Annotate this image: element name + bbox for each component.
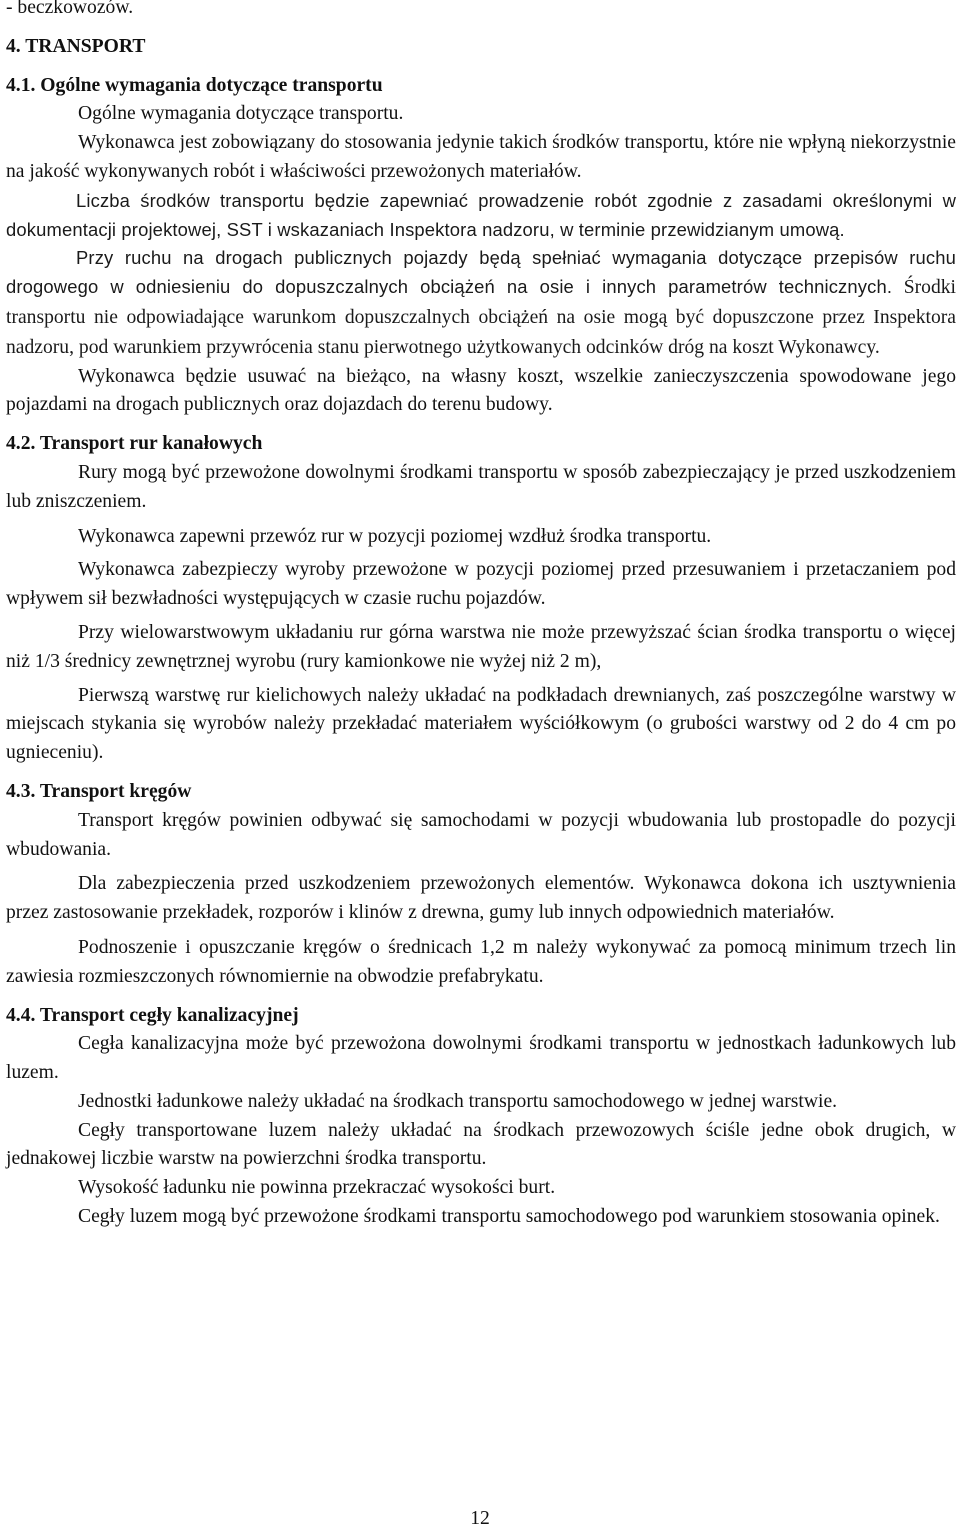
section-heading-4-2: 4.2. Transport rur kanałowych xyxy=(6,433,263,455)
paragraph-4-4-1: Cegła kanalizacyjna może być przewożona dowolnymi środkami transportu w jednostkach ładunkowych lub luzem. xyxy=(6,1033,956,1084)
paragraph-4-1-4: Wykonawca będzie usuwać na bieżąco, na własny koszt, wszelkie zanieczyszczenia spowodowane jego pojazdami na drogach publicznych oraz dojazdach do terenu budowy. xyxy=(6,365,956,416)
paragraph-4-4-2: Jednostki ładunkowe należy układać na środkach transportu samochodowego w jednej warstwie. xyxy=(78,1090,838,1112)
list-item-tanker-trucks: - beczkowozów. xyxy=(6,0,134,18)
paragraph-4-4-5: Cegły luzem mogą być przewożone środkami transportu samochodowego pod warunkiem stosowania opinek. xyxy=(78,1206,940,1228)
paragraph-4-2-1: Rury mogą być przewożone dowolnymi środkami transportu w sposób zabezpieczający je przed uszkodzeniem lub zniszczeniem. xyxy=(6,461,956,512)
paragraph-4-2-3: Wykonawca zabezpieczy wyroby przewożone w pozycji poziomej przed przesuwaniem i przetaczaniem pod wpływem sił bezwładności występujących w czasie ruchu pojazdów. xyxy=(6,559,956,610)
section-subtitle-4-1: Ogólne wymagania dotyczące transportu. xyxy=(78,103,404,125)
section-heading-4-3: 4.3. Transport kręgów xyxy=(6,780,192,802)
paragraph-4-1-3-part-a: Przy ruchu na drogach publicznych pojazdy będą spełniać wymagania dotyczące przepisów ruchu drogowego w odniesieniu do dopuszczalnych obciążeń na osie i innych parametrów technicznych. xyxy=(6,247,956,298)
paragraph-4-1-2: Liczba środków transportu będzie zapewniać prowadzenie robót zgodnie z zasadami określonymi w dokumentacji projektowej, SST i wskazaniach Inspektora nadzoru, w terminie przewidzianym umową. xyxy=(6,189,956,240)
section-heading-4: 4. TRANSPORT xyxy=(6,35,146,57)
paragraph-4-2-5: Pierwszą warstwę rur kielichowych należy układać na podkładach drewnianych, zaś poszczególne warstwy w miejscach stykania się wyrobów należy przekładać materiałem wyściółkowym (o grubości warstwy od 2 do 4 cm po ugnieceniu). xyxy=(6,684,956,764)
section-heading-4-1: 4.1. Ogólne wymagania dotyczące transportu xyxy=(6,74,383,96)
paragraph-4-3-1: Transport kręgów powinien odbywać się samochodami w pozycji wbudowania lub prostopadle do pozycji wbudowania. xyxy=(6,809,956,860)
paragraph-4-4-3: Cegły transportowane luzem należy układać na środkach przewozowych ściśle jedne obok drugich, w jednakowej liczbie warstw na powierzchni środka transportu. xyxy=(6,1119,956,1170)
paragraph-4-2-2: Wykonawca zapewni przewóz rur w pozycji poziomej wzdłuż środka transportu. xyxy=(78,525,712,547)
paragraph-4-3-3: Podnoszenie i opuszczanie kręgów o średnicach 1,2 m należy wykonywać za pomocą minimum trzech lin zawiesia rozmieszczonych równomiernie na obwodzie prefabrykatu. xyxy=(6,936,956,987)
paragraph-4-1-1: Wykonawca jest zobowiązany do stosowania jedynie takich środków transportu, które nie wpłyną niekorzystnie na jakość wykonywanych robót i właściwości przewożonych materiałów. xyxy=(6,132,956,182)
paragraph-4-2-4: Przy wielowarstwowym układaniu rur górna warstwa nie może przewyższać ścian środka transportu o więcej niż 1/3 średnicy zewnętrznej wyrobu (rury kamionkowe nie wyżej niż 2 m), xyxy=(6,621,956,672)
paragraph-4-4-4: Wysokość ładunku nie powinna przekraczać wysokości burt. xyxy=(78,1177,556,1199)
paragraph-4-3-2: Dla zabezpieczenia przed uszkodzeniem przewożonych elementów. Wykonawca dokona ich usztywnienia przez zastosowanie przekładek, rozporów i klinów z drewna, gumy lub innych odpowiednich materiałów. xyxy=(6,873,956,924)
paragraph-4-1-3 xyxy=(6,244,956,362)
paragraph-4-1-3-part-b: Środki transportu nie odpowiadające warunkom dopuszczalnych obciążeń na osie mogą być dopuszczone przez Inspektora nadzoru, pod warunkiem przywrócenia stanu pierwotnego użytkowanych odcinków dróg na koszt Wykonawcy. xyxy=(6,277,956,358)
section-heading-4-4: 4.4. Transport cegły kanalizacyjnej xyxy=(6,1004,299,1026)
page-number: 12 xyxy=(470,1508,490,1529)
document-page xyxy=(6,0,956,1232)
